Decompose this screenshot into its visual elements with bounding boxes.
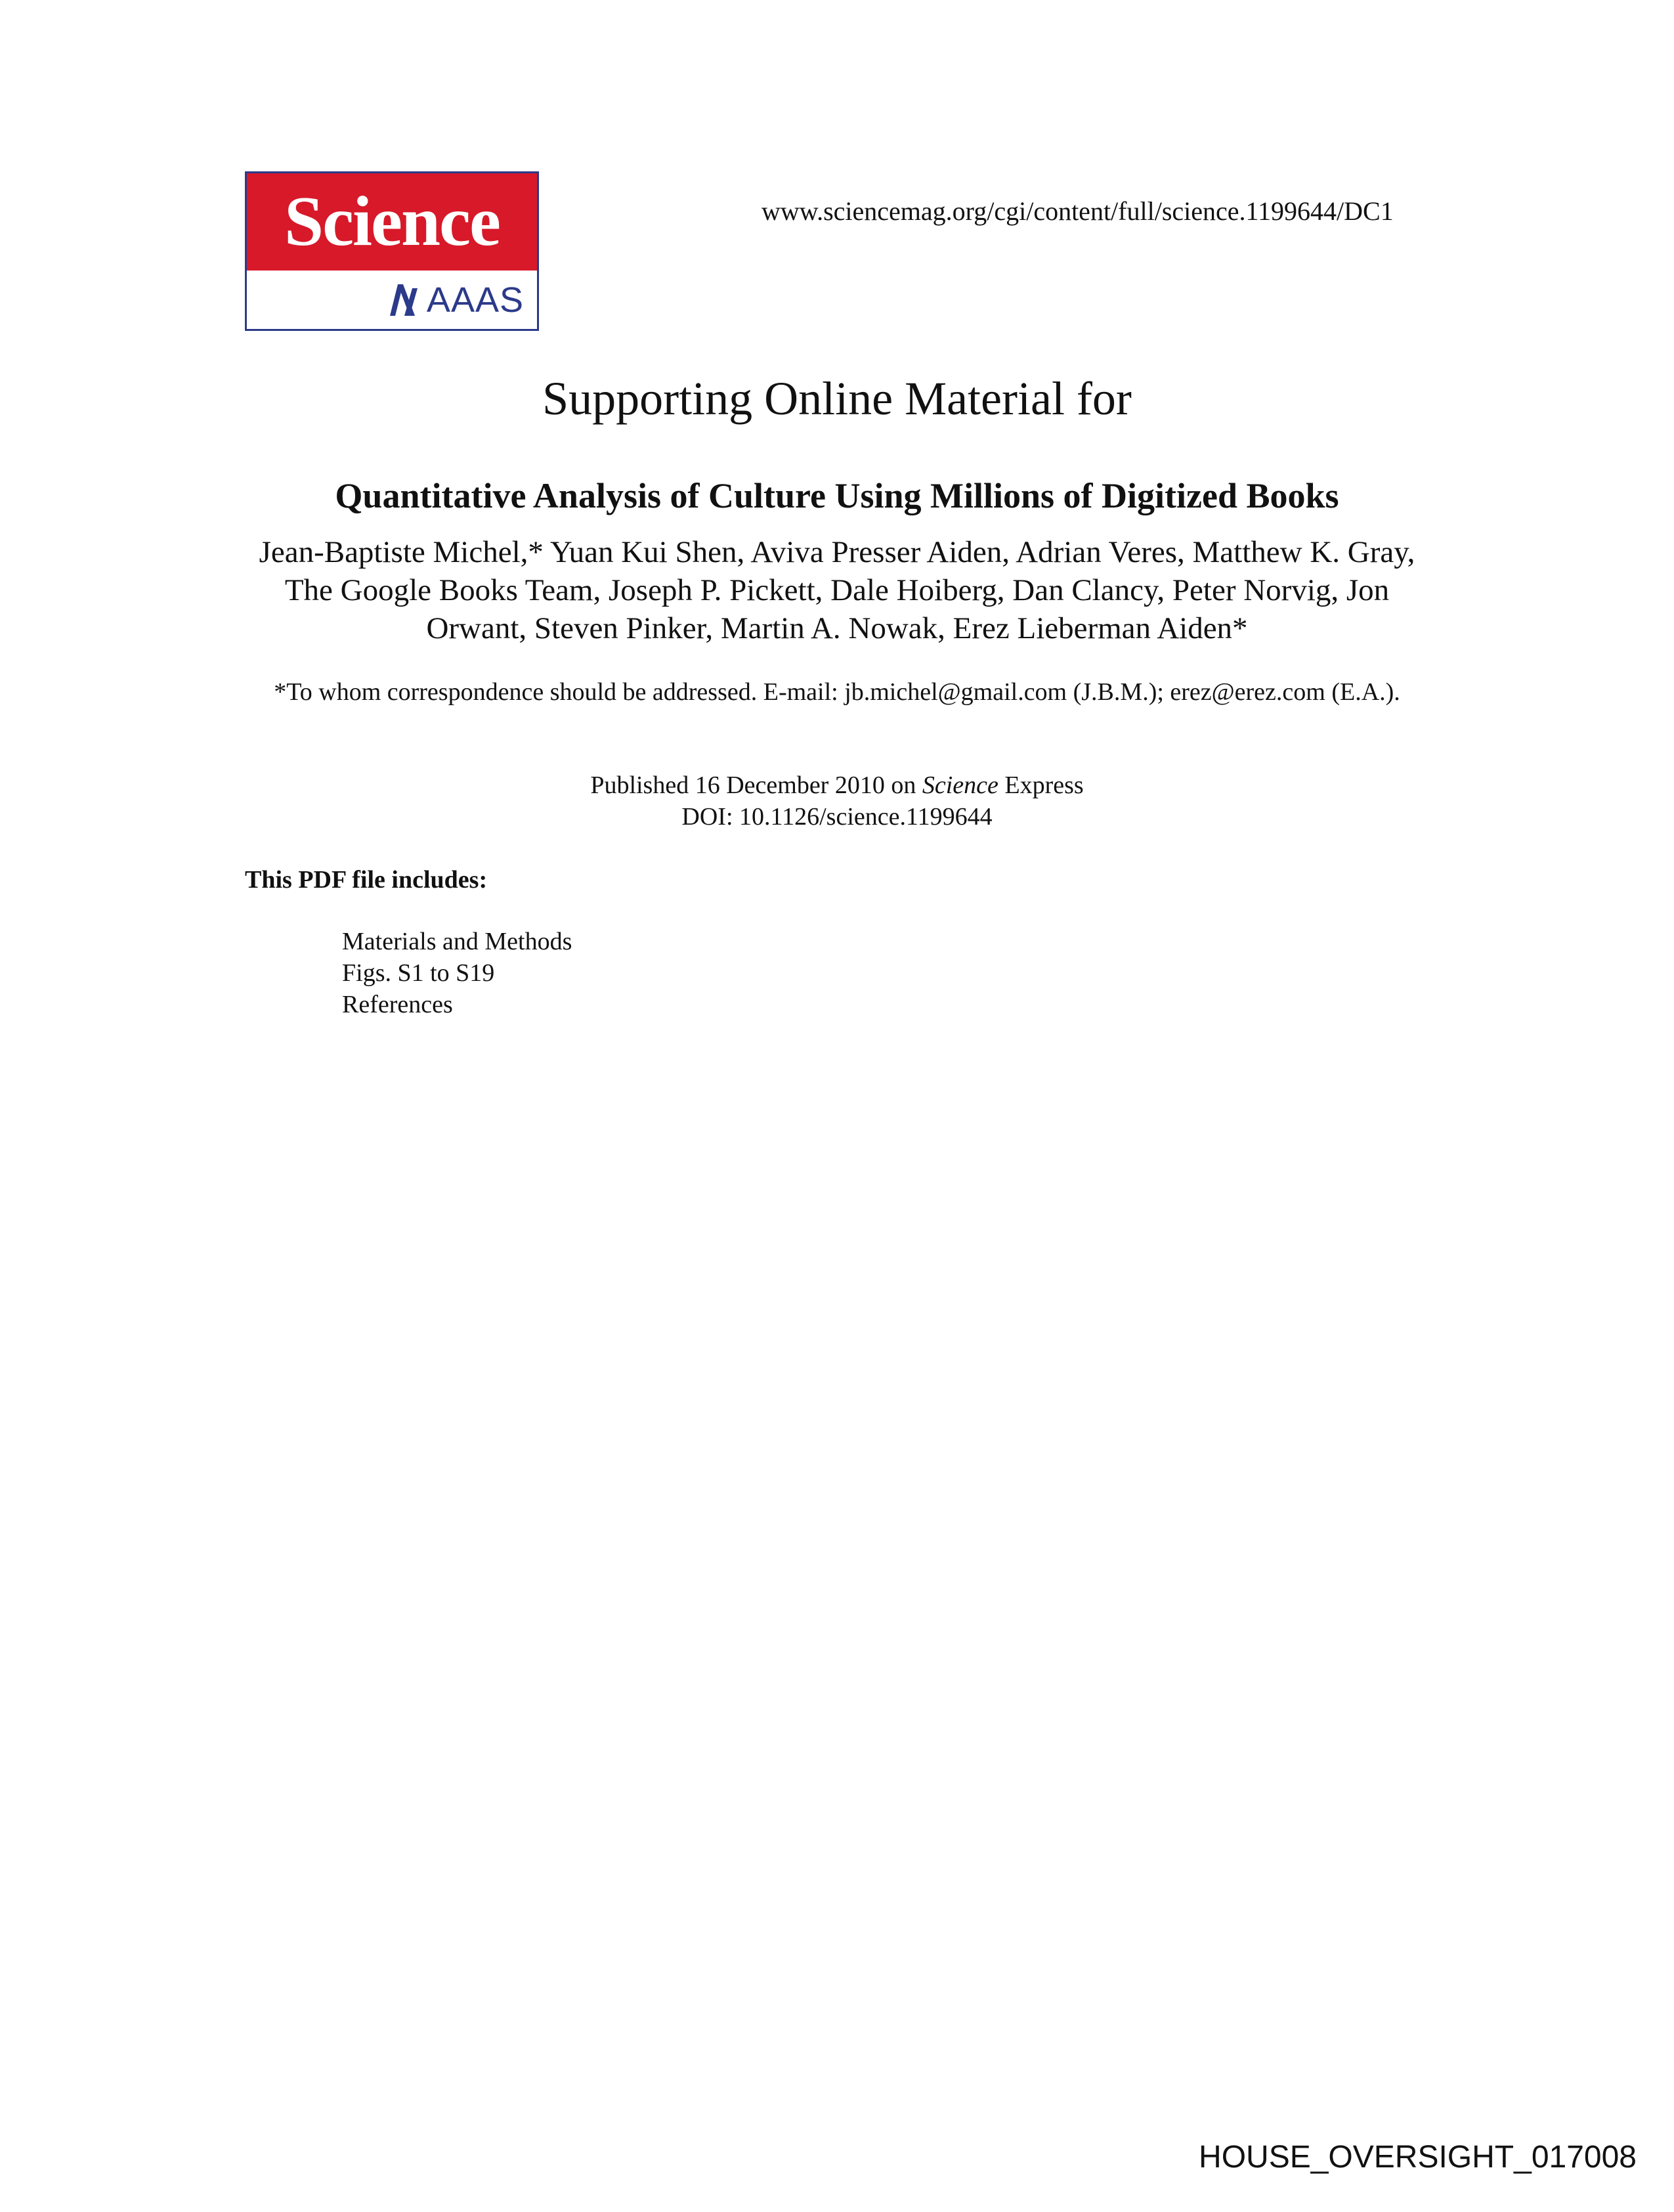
bates-number: HOUSE_OVERSIGHT_017008 (1199, 2140, 1637, 2175)
publication-prefix: Published 16 December 2010 on (590, 771, 922, 799)
includes-heading: This PDF file includes: (245, 866, 488, 894)
logo-red-banner (247, 173, 537, 271)
logo-publisher: AAAS (426, 280, 524, 320)
includes-item-figures: Figs. S1 to S19 (342, 959, 495, 987)
logo-publisher-band (247, 271, 537, 329)
science-aaas-logo (245, 171, 539, 331)
includes-item-references: References (342, 991, 453, 1018)
publication-journal: Science (922, 771, 998, 799)
correspondence-note: *To whom correspondence should be addressed. E-mail: jb.michel@gmail.com (J.B.M.); erez@erez.com (E.A.). (274, 678, 1400, 706)
supplement-url: www.sciencemag.org/cgi/content/full/science.1199644/DC1 (762, 196, 1394, 226)
paper-title: Quantitative Analysis of Culture Using Millions of Digitized Books (335, 476, 1339, 515)
doi-line: DOI: 10.1126/science.1199644 (681, 803, 993, 831)
author-list: Jean-Baptiste Michel,* Yuan Kui Shen, Aviva Presser Aiden, Adrian Veres, Matthew K. Gray, The Google Books Team, Joseph P. Pickett, Dale Hoiberg, Dan Clancy, Peter Norvig, Jon Orwant, Steven Pinker, Martin A. Nowak, Erez Lieberman Aiden* (259, 535, 1415, 645)
includes-item-materials: Materials and Methods (342, 928, 572, 955)
includes-list (342, 926, 572, 1020)
publication-date-line (223, 770, 1451, 801)
publication-info (223, 770, 1451, 833)
publication-suffix: Express (998, 771, 1084, 799)
aaas-mark-icon (389, 283, 423, 317)
supporting-material-title: Supporting Online Material for (542, 372, 1132, 425)
logo-wordmark: Science (284, 183, 500, 261)
